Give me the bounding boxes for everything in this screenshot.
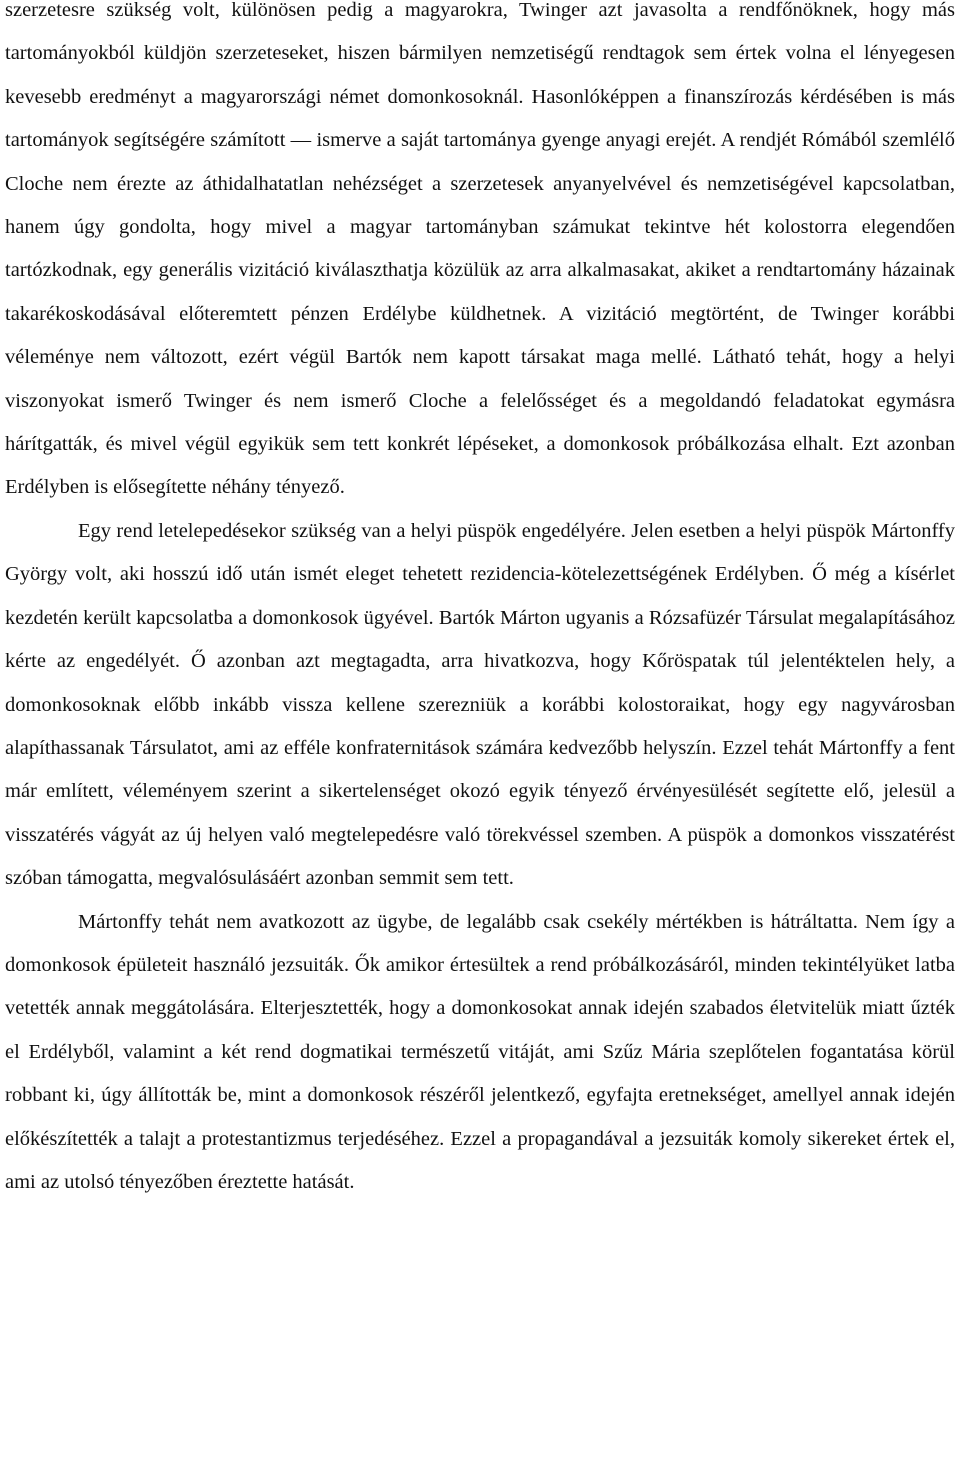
paragraph-container: [5, 0, 955, 521]
body-paragraph: Egy rend letelepedésekor szükség van a helyi püspök engedélyére. Jelen esetben a helyi püspök Mártonffy György volt, aki hosszú idő után ismét eleget tehetett rezidencia-kötelezettségének Erdélyben. Ő még a kísérlet kezdetén került kapcsolatba a domonkosok ügyével. Bartók Márton ugyanis a Rózsafüzér Társulat megalapításához kérte az engedélyét. Ő azonban azt megtagadta, arra hivatkozva, hogy Kőröspatak túl jelentéktelen hely, a domonkosoknak előbb inkább vissza kellene szerezniük a korábbi kolostoraikat, hogy egy nagyvárosban alapíthassanak Társulatot, ami az efféle konfraternitások számára kedvezőbb helyszín. Ezzel tehát Mártonffy a fent már említett, véleményem szerint a sikertelenséget okozó egyik tényező érvényesülését segítette elő, jelesül a visszatérés vágyát az új helyen való megtelepedésre való törekvéssel szemben. A püspök a domonkos visszatérést szóban támogatta, megvalósulásáért azonban semmit sem tett.: [5, 519, 955, 890]
body-paragraph: Mártonffy tehát nem avatkozott az ügybe, de legalább csak csekély mértékben is hátráltatta. Nem így a domonkosok épületeit használó jezsuiták. Ők amikor értesültek a rend próbálkozásáról, minden tekintélyüket latba vetették annak meggátolására. Elterjesztették, hogy a domonkosokat annak idején szabados életvitelük miatt űzték el Erdélyből, valamint a két rend dogmatikai természetű vitáját, ami Szűz Mária szeplőtelen fogantatása körül robbant ki, úgy állították be, mint a domonkosok részéről jelentkező, egyfajta eretnekséget, amellyel annak idején előkészítették a talajt a protestantizmus terjedéséhez. Ezzel a propagandával a jezsuiták komoly sikereket értek el, ami az utolsó tényezőben éreztette hatását.: [5, 910, 955, 1193]
body-paragraph: szerzetesre szükség volt, különösen pedig a magyarokra, Twinger azt javasolta a rendfőnöknek, hogy más tartományokból küldjön szerzeteseket, hiszen bármilyen nemzetiségű rendtagok sem értek volna el lényegesen kevesebb eredményt a magyarországi német domonkosoknál. Hasonlóképpen a finanszírozás kérdésében is más tartományok segítségére számított — ismerve a saját tartománya gyenge anyagi erejét. A rendjét Rómából szemlélő Cloche nem érezte az áthidalhatatlan nehézséget a szerzetesek anyanyelvével és nemzetiségével kapcsolatban, hanem úgy gondolta, hogy mivel a magyar tartományban számukat tekintve hét kolostorra elegendően tartózkodnak, egy generális vizitáció kiválaszthatja közülük az arra alkalmasakat, akiket a rendtartomány házainak takarékoskodásával előteremtett pénzen Erdélybe küldhetnek. A vizitáció megtörtént, de Twinger korábbi véleménye nem változott, ezért végül Bartók nem kapott társakat maga mellé. Látható tehát, hogy a helyi viszonyokat ismerő Twinger és nem ismerő Cloche a felelősséget és a megoldandó feladatokat egymásra hárítgatták, és mivel végül egyikük sem tett konkrét lépéseket, a domonkosok próbálkozása elhalt. Ezt azonban Erdélyben is elősegítette néhány tényező.: [5, 0, 955, 499]
